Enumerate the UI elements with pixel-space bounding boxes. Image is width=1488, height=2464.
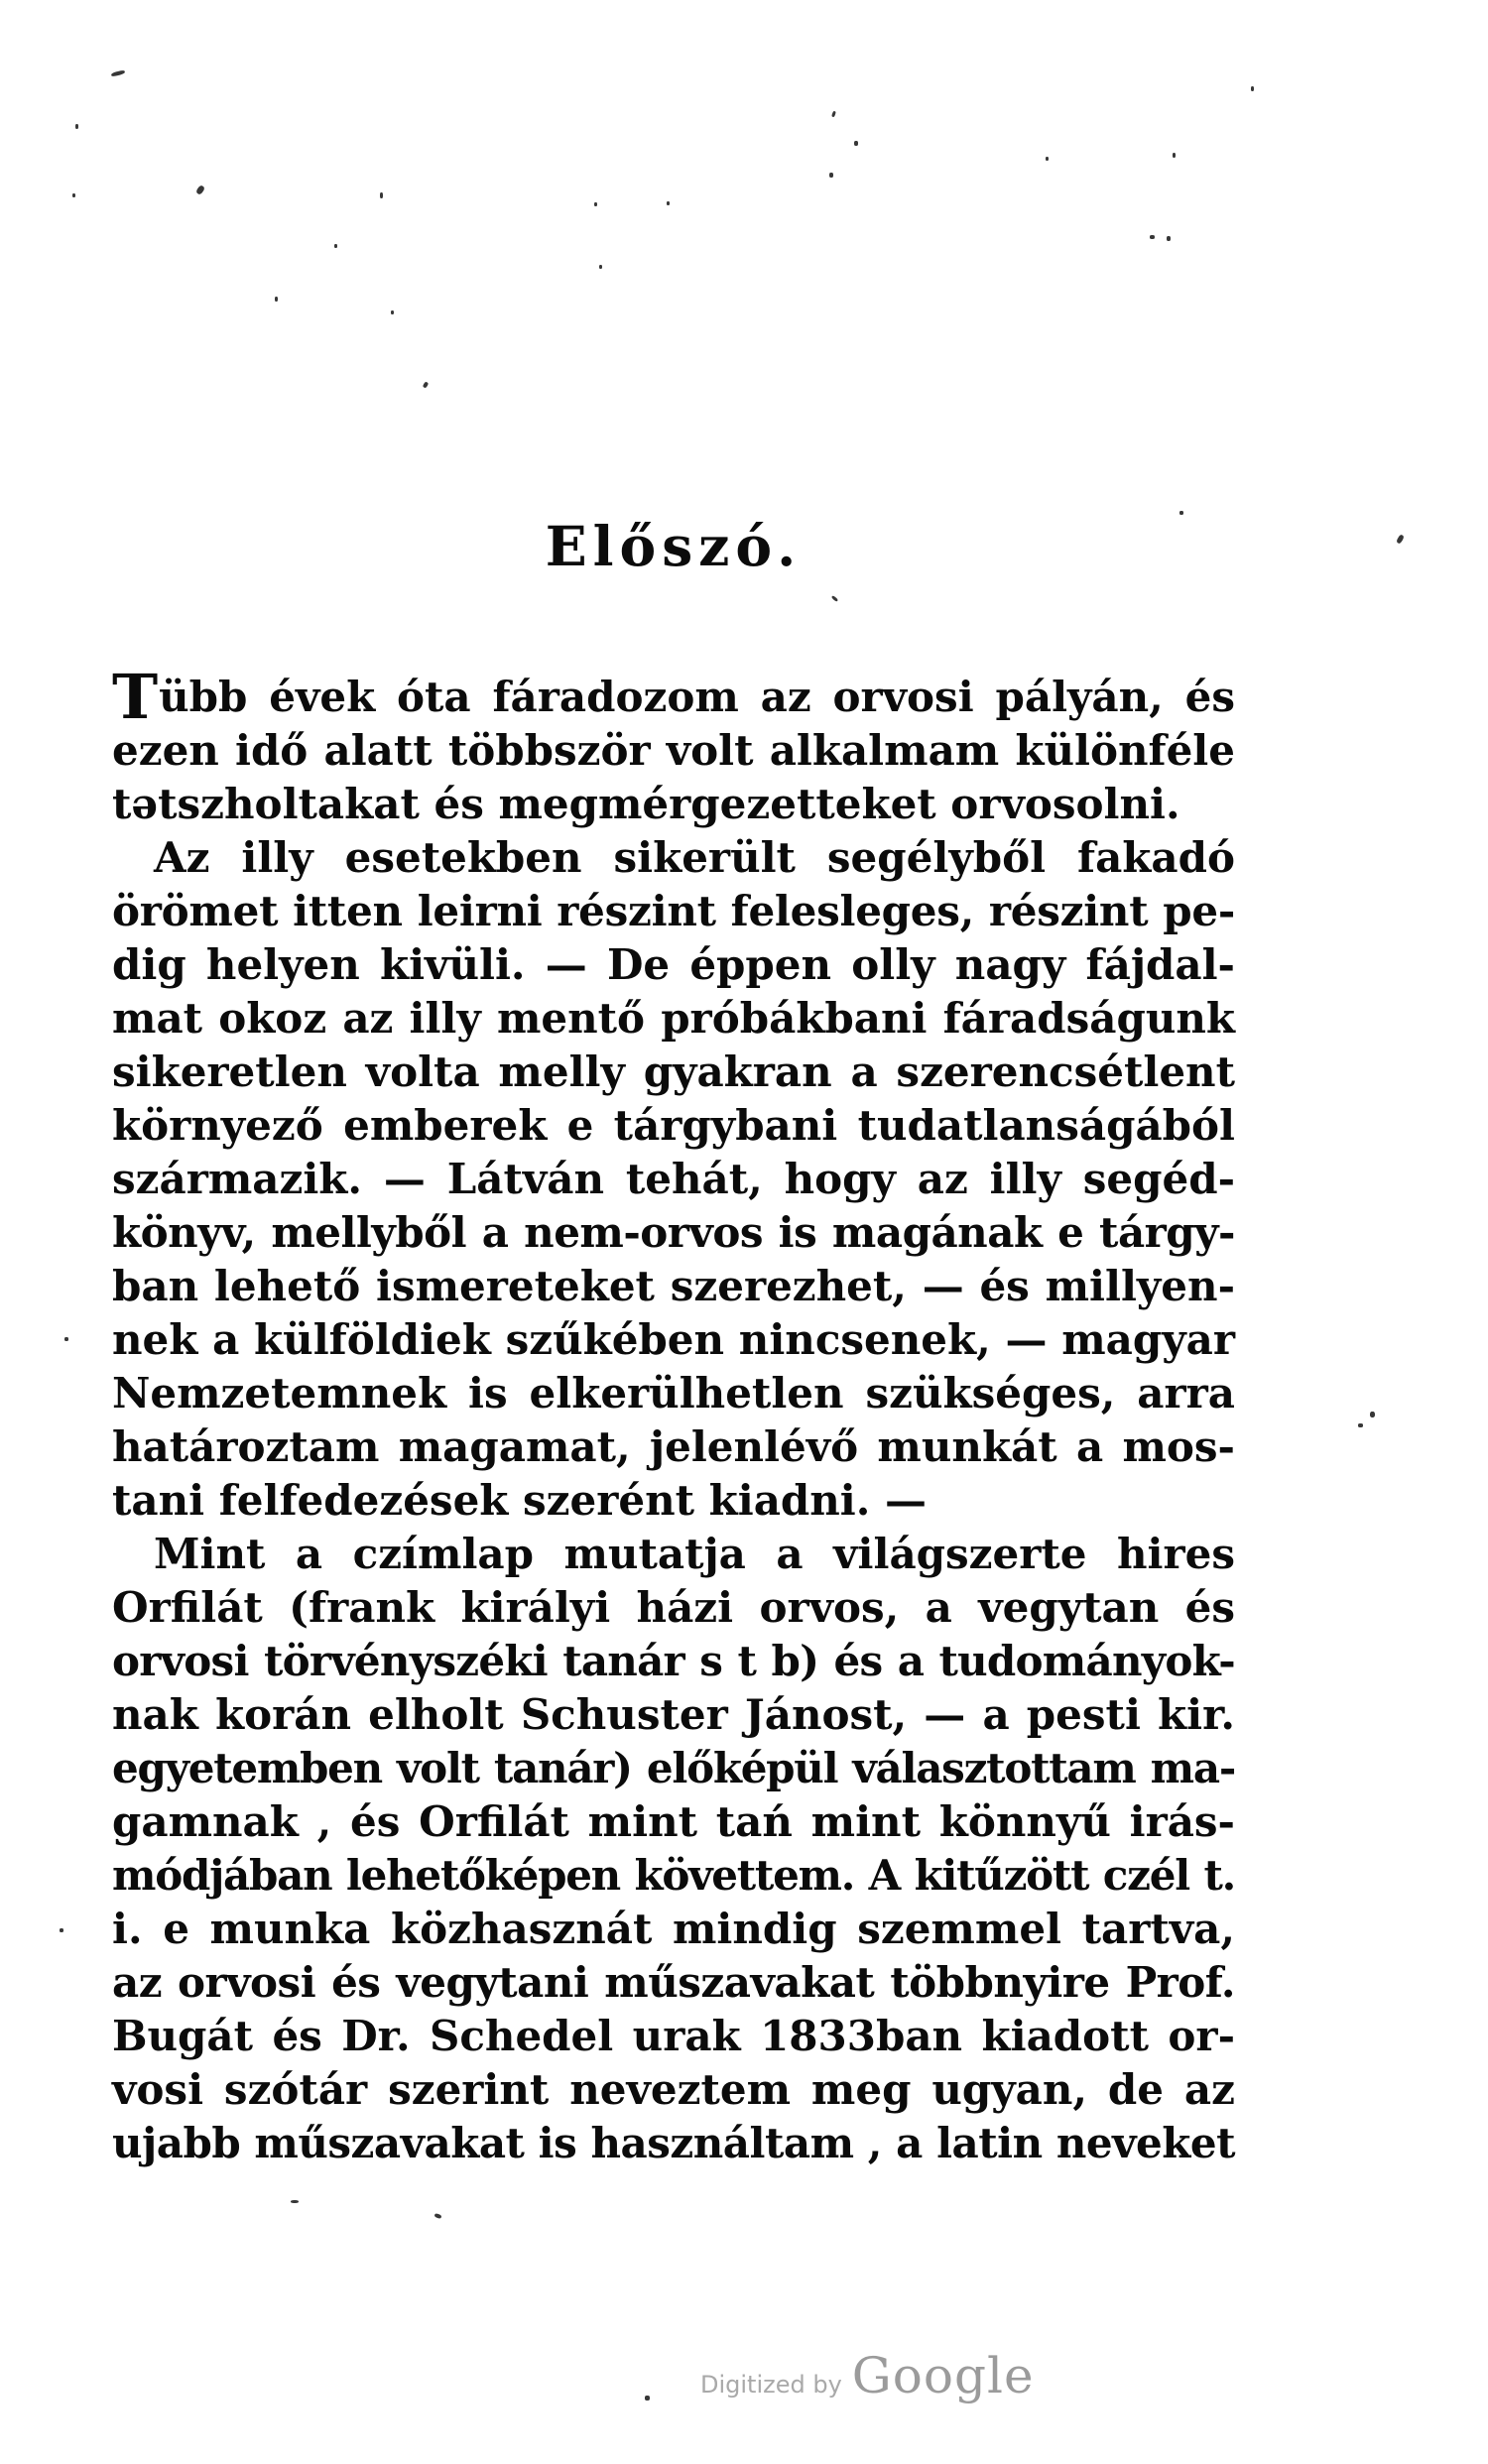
scan-speck	[1179, 511, 1183, 515]
scan-speck	[380, 192, 383, 198]
text-line: határoztam magamat, jelenlévő munkát a mos-	[112, 1422, 1235, 1471]
scan-speck	[1150, 235, 1155, 239]
text-line: nak korán elholt Schuster Jánost, — a pesti kir.	[112, 1690, 1235, 1739]
scan-speck	[64, 1337, 68, 1341]
scan-speck	[60, 1928, 63, 1932]
text-line: könyv, mellyből a nem-orvos is magának e tárgy-	[112, 1208, 1235, 1257]
text-line: sikeretlen volta melly gyakran a szerencsétlent	[112, 1047, 1235, 1096]
text-line: egyetemben volt tanár) előképül választottam ma-	[112, 1744, 1235, 1792]
page-title: Előszó.	[545, 514, 803, 578]
scan-speck	[829, 173, 833, 178]
text-line: Tübb évek óta fáradozom az orvosi pályán, és	[112, 661, 1235, 733]
scan-speck	[391, 310, 394, 314]
text-line: Bugát és Dr. Schedel urak 1833ban kiadott or-	[112, 2012, 1235, 2060]
text-line: Nemzetemnek is elkerülhetlen szükséges, arra	[112, 1369, 1235, 1417]
scan-speck	[594, 202, 597, 206]
text-line: Mint a czímlap mutatja a világszerte hires	[154, 1530, 1235, 1578]
scan-speck	[1173, 153, 1176, 158]
text-line: tətszholtakat és megmérgezetteket orvosolni.	[112, 780, 1180, 828]
scan-speck	[1358, 1423, 1363, 1427]
scan-speck	[1251, 86, 1254, 91]
text-line: Az illy esetekben sikerült segélyből fakadó	[154, 833, 1235, 882]
google-logo: Google	[851, 2347, 1035, 2404]
scan-speck	[334, 244, 337, 248]
scan-speck	[275, 297, 278, 302]
text-line: környező emberek e tárgybani tudatlanságából	[112, 1101, 1235, 1150]
text-line: örömet itten leirni részint felesleges, részint pe-	[112, 887, 1235, 935]
text-line: tani felfedezések szerént kiadni. —	[112, 1476, 928, 1525]
text-line: nek a külföldiek szűkében nincsenek, — magyar	[112, 1315, 1235, 1364]
scan-speck	[599, 265, 602, 269]
scan-speck	[434, 2213, 442, 2219]
drop-cap: T	[112, 661, 159, 733]
text-line: i. e munka közhasznát mindig szemmel tartva,	[112, 1905, 1235, 1953]
scan-speck	[1396, 534, 1405, 544]
scan-speck	[75, 124, 78, 129]
text-line: dig helyen kivüli. — De éppen olly nagy fájdal-	[112, 940, 1235, 989]
text-line: mat okoz az illy mentő próbákbani fáradságunk	[112, 994, 1235, 1043]
text-line: gamnak , és Orfilát mint tań mint könnyű irás-	[112, 1797, 1235, 1846]
text-line: az orvosi és vegytani műszavakat többnyire Prof.	[112, 1958, 1235, 2007]
scan-speck	[831, 595, 838, 602]
text-line: orvosi törvényszéki tanár s t b) és a tudományok-	[112, 1637, 1235, 1685]
scan-speck	[111, 69, 126, 76]
text-line: ujabb műszavakat is használtam , a latin neveket	[112, 2119, 1235, 2167]
watermark-prefix-label: Digitized by	[700, 2371, 842, 2399]
scan-speck	[1046, 157, 1049, 161]
text-line: származik. — Látván tehát, hogy az illy segéd-	[112, 1155, 1235, 1203]
text-line: ban lehető ismereteket szerezhet, — és millyen-	[112, 1262, 1235, 1310]
scan-speck	[1370, 1412, 1375, 1417]
scan-speck	[667, 201, 670, 205]
scan-speck	[831, 111, 836, 118]
scan-speck	[195, 185, 205, 195]
text-line: vosi szótár szerint neveztem meg ugyan, de az	[112, 2065, 1235, 2114]
text-line: ezen idő alatt többször volt alkalmam különféle	[112, 726, 1235, 775]
scan-speck	[1167, 236, 1171, 241]
watermark	[700, 2347, 1035, 2404]
scan-speck	[423, 381, 429, 388]
scan-speck	[72, 193, 75, 197]
page-text	[112, 661, 1235, 2170]
text-line: módjában lehetőképen követtem. A kitűzött czél t.	[112, 1851, 1235, 1900]
text-line: Orfilát (frank királyi házi orvos, a vegytan és	[112, 1583, 1235, 1632]
scan-speck	[854, 141, 858, 146]
scan-speck	[645, 2396, 650, 2401]
scan-speck	[291, 2200, 299, 2203]
